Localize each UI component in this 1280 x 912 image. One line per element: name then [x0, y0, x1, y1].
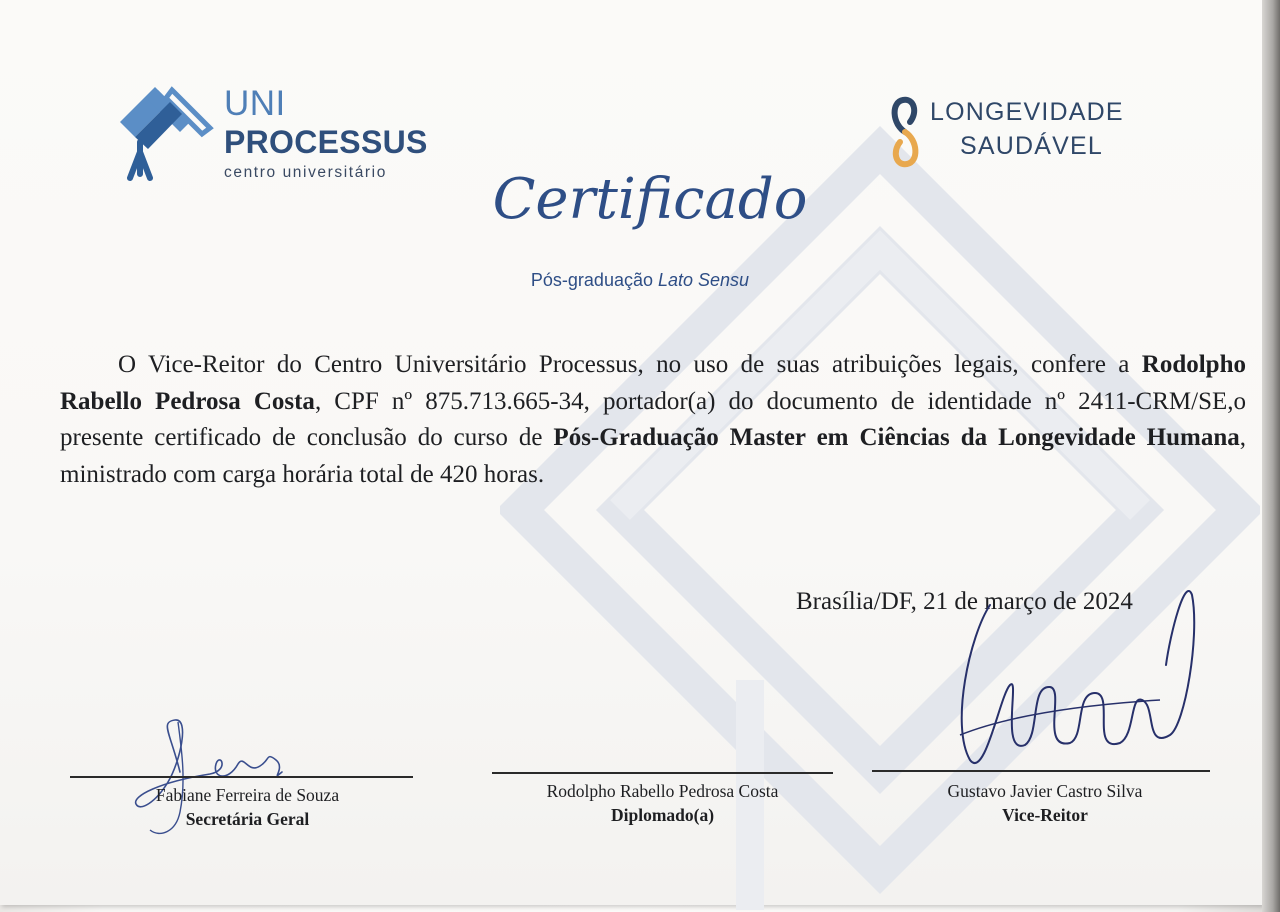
- logo-saudavel-text: SAUDÁVEL: [960, 132, 1103, 160]
- body-part-1: O Vice-Reitor do Centro Universitário Processus, no uso de suas atribuições legais, confere a: [118, 351, 1142, 378]
- signature-role-1: Secretária Geral: [185, 809, 310, 829]
- subtitle-italic: Lato Sensu: [658, 270, 750, 290]
- logo-processus-text: PROCESSUS: [224, 124, 428, 160]
- signature-name-2: Rodolpho Rabello Pedrosa Costa: [546, 781, 779, 801]
- vice-rector-handwritten-signature: [930, 575, 1220, 775]
- signature-line-3: [872, 770, 1210, 772]
- certificate-title: Certificado: [492, 167, 808, 232]
- logo-uni-text: UNI: [224, 84, 286, 123]
- issue-date: Brasília/DF, 21 de março de 2024: [796, 588, 1133, 615]
- uniprocessus-logo: [110, 82, 440, 182]
- signature-line-1: [70, 776, 413, 778]
- signature-role-2: Diplomado(a): [610, 805, 715, 825]
- certificate-body-text: [60, 347, 1246, 493]
- body-part-3: , ministrado com carga horária total de 420 horas.: [60, 424, 1246, 488]
- signature-line-2: [492, 772, 833, 774]
- longevidade-saudavel-logo: [888, 94, 1178, 174]
- subtitle-plain: Pós-graduação: [530, 270, 658, 290]
- infinity-eight-icon: [888, 94, 922, 170]
- uniprocessus-emblem-icon: [110, 82, 220, 182]
- logo-longevidade-text: LONGEVIDADE: [930, 98, 1124, 126]
- certificate-subtitle: [470, 270, 810, 291]
- desk-edge: [1262, 0, 1280, 912]
- course-name: Pós-Graduação Master em Ciências da Longevidade Humana: [553, 424, 1240, 451]
- signature-name-1: Fabiane Ferreira de Souza: [155, 785, 340, 805]
- logo-centro-universitario-text: centro universitário: [224, 164, 387, 181]
- signature-name-3: Gustavo Javier Castro Silva: [947, 781, 1143, 801]
- signature-role-3: Vice-Reitor: [1002, 805, 1088, 825]
- recipient-name: Rodolpho Rabello Pedrosa Costa: [60, 351, 1246, 415]
- body-part-2: , CPF nº 875.713.665-34, portador(a) do documento de identidade nº 2411-CRM/SE,o presente certificado de conclusão do curso de: [60, 387, 1246, 451]
